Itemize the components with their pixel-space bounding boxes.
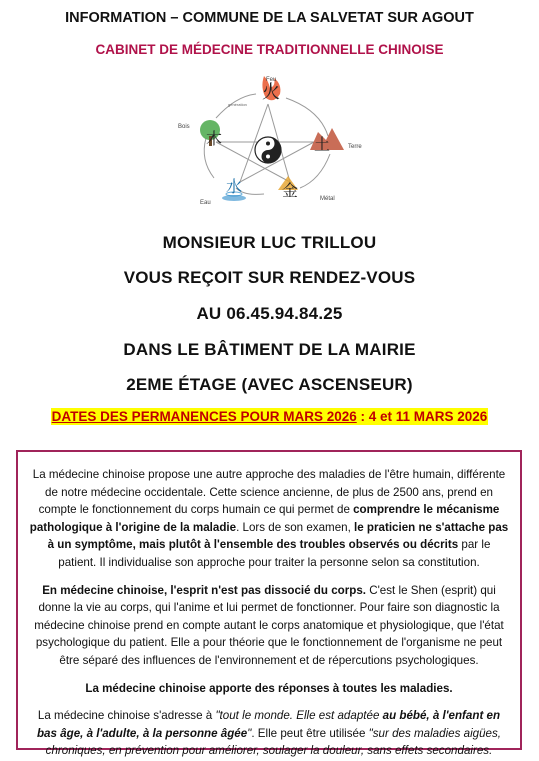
generation-label: génération bbox=[228, 102, 247, 107]
p1-text-1: La médecine chinoise propose une autre approche des maladies de l'être humain, différente de notre médecine occidentale. Cette science ancienne, de plus de 2500 ans, prend en compte le fonctionnement du corps humain ce qui permet de bbox=[32, 468, 506, 517]
phone-number: AU 06.45.94.84.25 bbox=[196, 304, 343, 323]
p1-text-3: par le patient. Il individualise son approche pour traiter la personne selon sa constitution. bbox=[58, 538, 491, 569]
location-line: DANS LE BÂTIMENT DE LA MAIRIE bbox=[123, 340, 416, 359]
p1-bold-1: comprendre le mécanisme pathologique à l'origine de la maladie bbox=[29, 503, 500, 534]
appointment-line: VOUS REÇOIT SUR RENDEZ-VOUS bbox=[123, 268, 416, 287]
p1-text-2: . Lors de son examen, bbox=[236, 520, 355, 534]
dates-highlight bbox=[51, 408, 489, 425]
p2-text-1: C'est le Shen (esprit) qui donne la vie au corps, qui l'anime et lui permet de fonctionner. Pour faire son diagnostic la médecine chinoise prend en compte autant le corps anatomique et physiologique, que l'état psychologique du patient. Elle a pour théorie que le fonctionnement de l'organisme ne peut être séparé des influences de l'environnement et de répercutions psychologiques. bbox=[34, 583, 504, 667]
permanence-dates bbox=[0, 408, 539, 426]
p4-italic-1: "tout le monde. Elle est adaptée bbox=[215, 709, 383, 723]
wood-glyph: 木 bbox=[205, 129, 223, 148]
wood-element-icon bbox=[178, 120, 222, 148]
fire-label: Feu bbox=[266, 77, 277, 83]
p3-bold: La médecine chinoise apporte des réponses à toutes les maladies. bbox=[85, 681, 453, 695]
water-element-icon bbox=[200, 177, 246, 206]
water-label: Eau bbox=[200, 200, 211, 206]
dates-separator: : bbox=[356, 409, 369, 424]
metal-glyph: 金 bbox=[281, 181, 299, 200]
earth-glyph: 土 bbox=[313, 135, 331, 154]
metal-element-icon bbox=[278, 176, 335, 202]
floor-line: 2EME ÉTAGE (AVEC ASCENSEUR) bbox=[126, 375, 413, 394]
header-title: INFORMATION – COMMUNE DE LA SALVETAT SUR AGOUT bbox=[65, 10, 474, 26]
p1-bold-2: le praticien ne s'attache pas à un symptôme, mais plutôt à l'ensemble des troubles observés ou décrits bbox=[47, 520, 509, 552]
fire-glyph: 火 bbox=[262, 82, 280, 103]
earth-element-icon bbox=[310, 128, 362, 154]
metal-label: Métal bbox=[320, 196, 335, 202]
p4-text-1: La médecine chinoise s'adresse à bbox=[37, 709, 216, 723]
p4-bold-italic: au bébé, à l'enfant en bas âge, à l'adulte, à la personne âgée bbox=[36, 709, 501, 740]
dates-label: DATES DES PERMANENCES POUR MARS 2026 bbox=[51, 409, 357, 424]
p2-bold-1: En médecine chinoise, l'esprit n'est pas dissocié du corps. bbox=[42, 583, 366, 597]
p4-italic-2: " bbox=[247, 726, 252, 740]
paragraph-3 bbox=[28, 680, 510, 698]
yin-yang-icon bbox=[255, 137, 281, 163]
earth-label: Terre bbox=[348, 144, 362, 150]
fire-element-icon bbox=[262, 76, 280, 103]
p4-italic-4: . bbox=[489, 744, 493, 758]
wood-label: Bois bbox=[178, 124, 190, 130]
five-elements-diagram bbox=[160, 70, 380, 220]
paragraph-1 bbox=[28, 466, 510, 572]
paragraph-2 bbox=[28, 582, 510, 670]
practitioner-name: MONSIEUR LUC TRILLOU bbox=[162, 233, 377, 252]
paragraph-4 bbox=[28, 707, 510, 760]
header-subtitle: CABINET DE MÉDECINE TRADITIONNELLE CHINOISE bbox=[95, 42, 444, 57]
p4-text-2: . Elle peut être utilisée bbox=[251, 726, 369, 740]
info-box bbox=[16, 450, 522, 758]
dates-value: 4 et 11 MARS 2026 bbox=[368, 409, 488, 424]
p4-italic-3: "sur des maladies aigües, chroniques, en prévention pour améliorer, soulager la douleur, sans effets secondaires bbox=[45, 726, 502, 758]
water-glyph: 水 bbox=[225, 177, 243, 196]
